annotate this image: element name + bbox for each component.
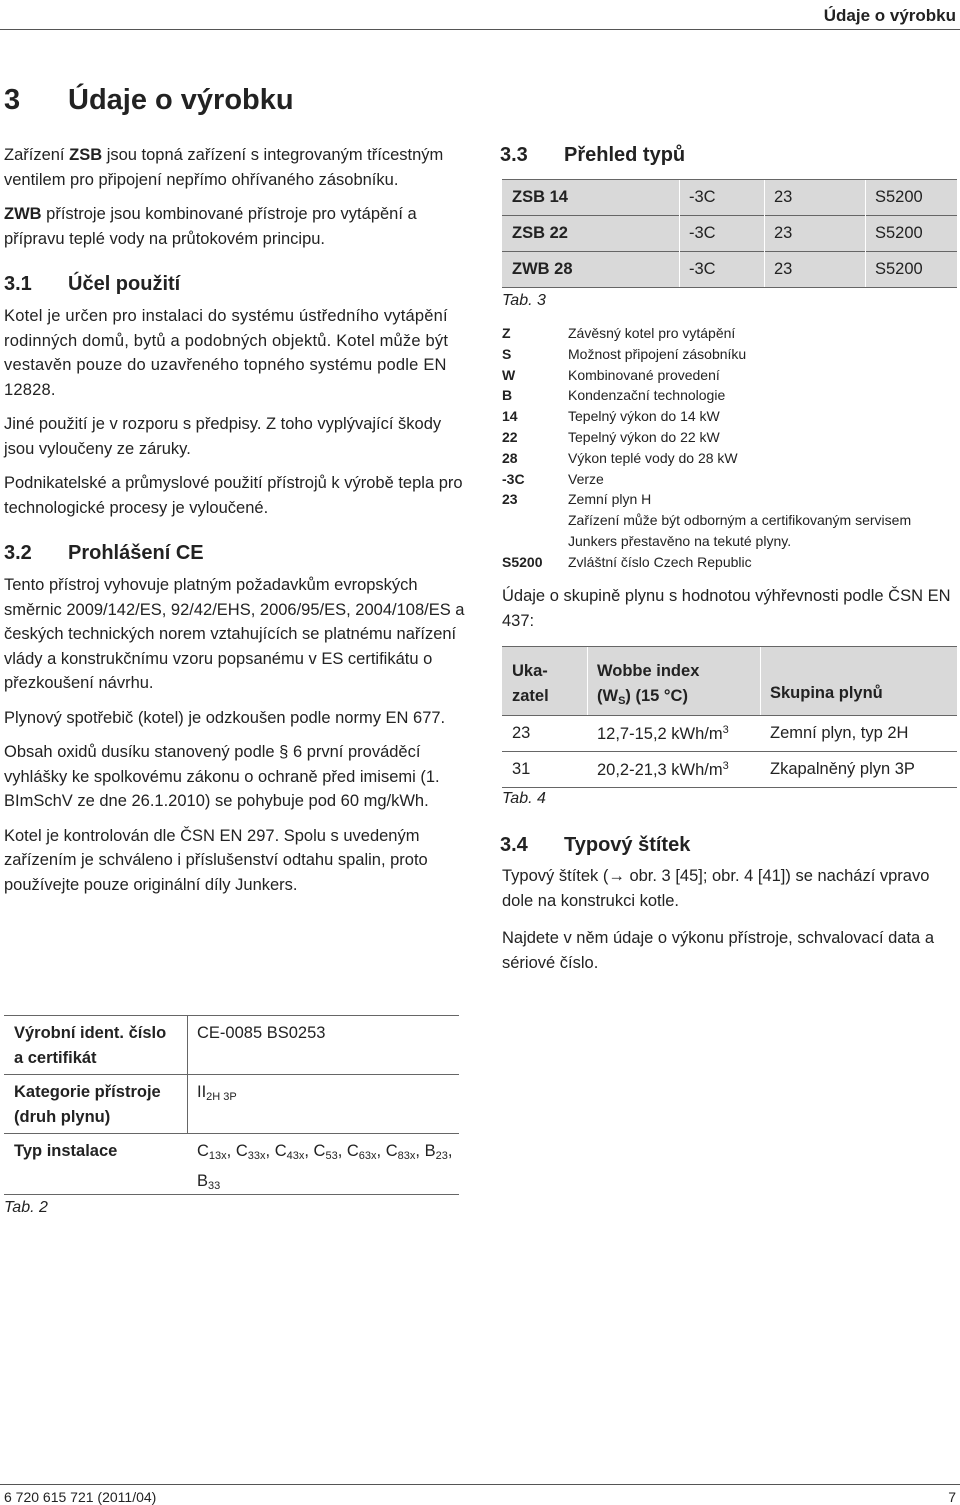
section-3-1-heading: 3.1 Účel použití: [4, 273, 181, 295]
s32-paragraph-1: Tento přístroj vyhovuje platným požadavkům evropských směrnic 2009/142/ES, 92/42/EHS, 2006/95/ES, 2004/108/ES a českých technických norem vztahujících se platnému nařízení vlády a konstrukčnímu vzoru popsanému v ES certifikátu o přezkoušení návrhu.: [4, 576, 465, 692]
list-item: W Kombinované provedení: [502, 366, 720, 383]
col-header-indicator: Uka- zatel: [512, 662, 549, 705]
section-3-2-heading: 3.2 Prohlášení CE: [4, 542, 204, 564]
table-caption: Tab. 2: [4, 1199, 48, 1216]
table-row: Typ instalace $C_{13x}$, $C_{33x}$, $C_{43x}$, $C_{53}$, $C_{63x}$, $C_{83x}$, $B_{23}$, $B_{33}$: [4, 1134, 459, 1194]
list-item: Zařízení může být odborným a certifikovaným servisem: [568, 512, 912, 529]
table-row: ZSB 14 -3C 23 S5200: [502, 180, 957, 215]
document-number: 6 720 615 721 (2011/04): [4, 1489, 157, 1505]
page-number: 7: [948, 1489, 956, 1505]
list-item: 23 Zemní plyn H: [502, 491, 652, 508]
s32-paragraph-3: Obsah oxidů dusíku stanovený podle § 6 první prováděcí vyhlášky ke spolkovému zákonu o ochraně před imisemi (1. BImSchV ze dne 26.1.2010) se pohybuje pod 60 mg/kWh.: [4, 743, 440, 810]
table-row: ZSB 22 -3C 23 S5200: [502, 216, 957, 251]
s34-paragraph-2: Najdete v něm údaje o výkonu přístroje, schvalovací data a sériové číslo.: [502, 929, 934, 972]
table-row: 23 12,7-15,2 kWh/$m^3$ Zemní plyn, typ 2H: [512, 724, 909, 743]
section-3-4-heading: 3.4 Typový štítek: [500, 834, 691, 856]
gas-group-text: Údaje o skupině plynu s hodnotou výhřevnosti podle ČSN EN 437:: [502, 587, 951, 630]
installation-types: $C_{13x}$, $C_{33x}$, $C_{43x}$, $C_{53}$, $C_{63x}$, $C_{83x}$, $B_{23}$, $B_{33}$: [197, 1142, 453, 1192]
s31-paragraph-1: Kotel je určen pro instalaci do systému ústředního vytápění rodinných domů, bytů a podobných objektů. Kotel může být vestavěn pouze do uzavřeného topného systému podle EN 12828.: [4, 307, 449, 399]
table-caption: Tab. 3: [502, 292, 546, 309]
left-column: [4, 143, 466, 897]
table-row: Výrobní ident. číslo a certifikát CE-0085 BS0253: [14, 1024, 326, 1067]
list-item: Z Závěsný kotel pro vytápění: [502, 325, 736, 341]
list-item: -3C Verze: [502, 470, 604, 487]
section-number: 3: [4, 84, 21, 116]
table-header-row: [502, 647, 957, 715]
list-item: B Kondenzační technologie: [502, 387, 726, 404]
section-3-3-heading: 3.3 Přehled typů: [500, 144, 686, 166]
table-row: ZWB 28 -3C 23 S5200: [502, 252, 957, 287]
s31-paragraph-2: Jiné použití je v rozporu s předpisy. Z toho vyplývající škody jsou vyloučeny ze záruky.: [4, 415, 442, 458]
list-item: S Možnost připojení zásobníku: [502, 345, 747, 362]
list-item: 22 Tepelný výkon do 22 kW: [502, 428, 720, 445]
type-legend: [502, 323, 957, 575]
list-item: Junkers přestavěno na tekuté plyny.: [568, 532, 792, 549]
s31-paragraph-3: Podnikatelské a průmyslové použití přístrojů k výrobě tepla pro technologické procesy je vyloučené.: [4, 474, 463, 517]
list-item: 14 Tepelný výkon do 14 kW: [502, 408, 720, 425]
table-row: 31 20,2-21,3 kWh/$m^3$ Zkapalněný plyn 3P: [512, 760, 915, 779]
table-row: Kategorie přístroje (druh plynu) $II_{2H 3P}$: [14, 1083, 237, 1126]
type-overview-table: [502, 179, 957, 288]
s32-paragraph-4: Kotel je kontrolován dle ČSN EN 297. Spolu s uvedeným zařízením je schváleno i příslušenství odtahu spalin, proto používejte pouze originální díly Junkers.: [4, 826, 428, 894]
s34-paragraph-1: Typový štítek (→ obr. 3 [45]; obr. 4 [41]) se nachází vpravo dole na konstrukci kotle.: [502, 867, 930, 910]
col-header-wobbe: Wobbe index $(W_S)$ (15 °C): [597, 662, 700, 707]
gas-group-table: [502, 646, 957, 788]
section-title: [4, 84, 294, 117]
certification-table: [4, 1015, 459, 1195]
list-item: S5200 Zvláštní číslo Czech Republic: [502, 553, 752, 570]
list-item: 28 Výkon teplé vody do 28 kW: [502, 449, 738, 466]
footer-rule: [0, 1484, 960, 1485]
s32-paragraph-2: Plynový spotřebič (kotel) je odzkoušen podle normy EN 677.: [4, 708, 446, 727]
table-caption: Tab. 4: [502, 790, 546, 807]
intro-paragraph-2: ZWB přístroje jsou kombinované přístroje pro vytápění a přípravu teplé vody na průtokovém principu.: [4, 205, 417, 248]
running-header: Údaje o výrobku: [823, 6, 956, 25]
col-header-gas-group: Skupina plynů: [770, 684, 883, 702]
intro-paragraph-1: Zařízení ZSB jsou topná zařízení s integrovaným třícestným ventilem pro připojení nepřímo ohřívaného zásobníku.: [4, 146, 444, 189]
header-rule: [0, 29, 960, 30]
section-title-text: Údaje o výrobku: [68, 84, 294, 116]
